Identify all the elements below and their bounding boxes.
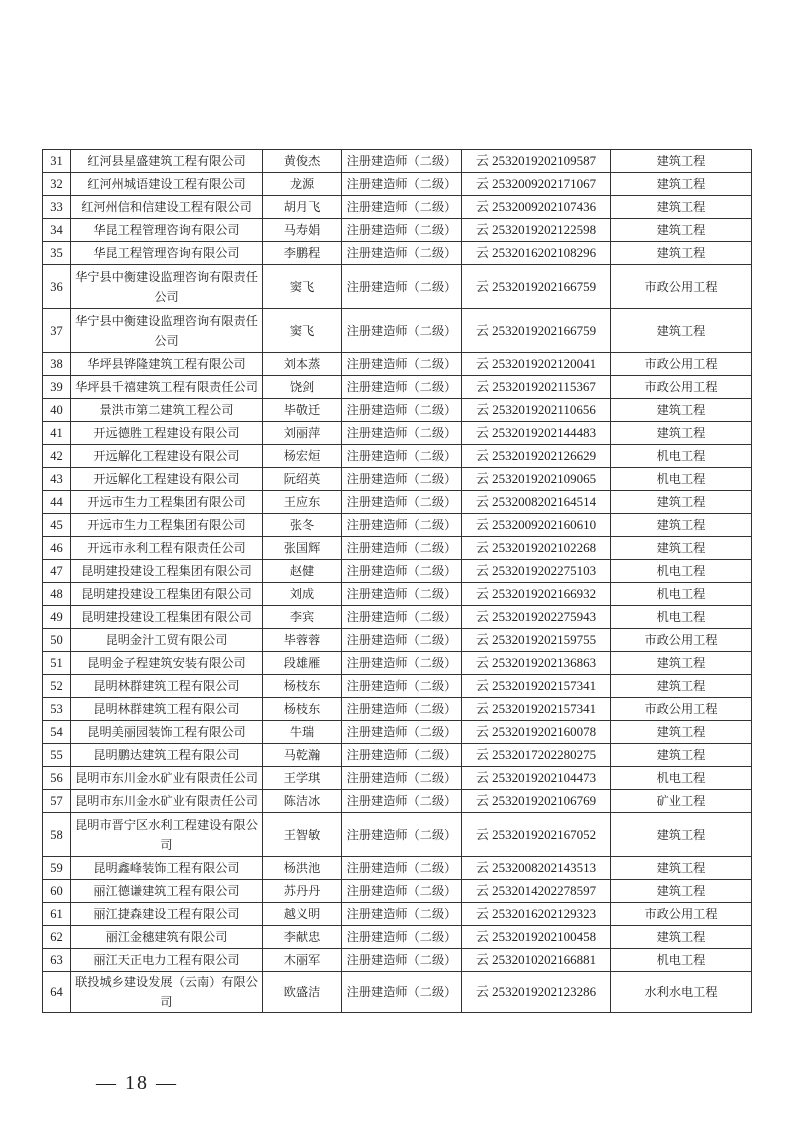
specialty-cell: 机电工程 <box>611 583 752 606</box>
table-row <box>43 399 752 422</box>
row-number-cell: 47 <box>43 560 71 583</box>
person-name-cell: 黄俊杰 <box>263 150 342 173</box>
person-name-cell: 张冬 <box>263 514 342 537</box>
specialty-cell: 建筑工程 <box>611 857 752 880</box>
row-number-cell: 61 <box>43 903 71 926</box>
company-name-cell: 昆明林群建筑工程有限公司 <box>71 675 263 698</box>
person-name-cell: 木丽军 <box>263 949 342 972</box>
specialty-cell: 市政公用工程 <box>611 376 752 399</box>
row-number-cell: 36 <box>43 265 71 309</box>
certificate-number-cell: 云 2532017202280275 <box>462 744 611 767</box>
person-name-cell: 李鹏程 <box>263 242 342 265</box>
person-name-cell: 阮绍英 <box>263 468 342 491</box>
person-name-cell: 赵健 <box>263 560 342 583</box>
company-name-cell: 华坪县千禧建筑工程有限责任公司 <box>71 376 263 399</box>
qualification-title-cell: 注册建造师（二级） <box>342 629 462 652</box>
table-row <box>43 949 752 972</box>
specialty-cell: 机电工程 <box>611 949 752 972</box>
person-name-cell: 刘丽萍 <box>263 422 342 445</box>
company-name-cell: 昆明金汁工贸有限公司 <box>71 629 263 652</box>
row-number-cell: 52 <box>43 675 71 698</box>
specialty-cell: 建筑工程 <box>611 652 752 675</box>
row-number-cell: 57 <box>43 790 71 813</box>
certificate-number-cell: 云 2532019202159755 <box>462 629 611 652</box>
specialty-cell: 机电工程 <box>611 767 752 790</box>
company-name-cell: 昆明建投建设工程集团有限公司 <box>71 583 263 606</box>
qualification-title-cell: 注册建造师（二级） <box>342 767 462 790</box>
certificate-number-cell: 云 2532019202166932 <box>462 583 611 606</box>
company-name-cell: 开远市生力工程集团有限公司 <box>71 514 263 537</box>
specialty-cell: 建筑工程 <box>611 721 752 744</box>
table-row <box>43 652 752 675</box>
company-name-cell: 华昆工程管理咨询有限公司 <box>71 219 263 242</box>
row-number-cell: 33 <box>43 196 71 219</box>
person-name-cell: 毕敬迁 <box>263 399 342 422</box>
table-row <box>43 767 752 790</box>
certificate-number-cell: 云 2532019202123286 <box>462 972 611 1013</box>
row-number-cell: 31 <box>43 150 71 173</box>
certificate-number-cell: 云 2532019202275103 <box>462 560 611 583</box>
row-number-cell: 40 <box>43 399 71 422</box>
table-row <box>43 265 752 309</box>
qualification-title-cell: 注册建造师（二级） <box>342 399 462 422</box>
specialty-cell: 建筑工程 <box>611 537 752 560</box>
qualification-title-cell: 注册建造师（二级） <box>342 857 462 880</box>
certificate-number-cell: 云 2532019202110656 <box>462 399 611 422</box>
row-number-cell: 58 <box>43 813 71 857</box>
certificate-number-cell: 云 2532019202126629 <box>462 445 611 468</box>
company-name-cell: 红河县星盛建筑工程有限公司 <box>71 150 263 173</box>
row-number-cell: 54 <box>43 721 71 744</box>
table-row <box>43 353 752 376</box>
person-name-cell: 刘本蒸 <box>263 353 342 376</box>
company-name-cell: 昆明鑫峰装饰工程有限公司 <box>71 857 263 880</box>
certificate-number-cell: 云 2532014202278597 <box>462 880 611 903</box>
certificate-number-cell: 云 2532019202104473 <box>462 767 611 790</box>
table-row <box>43 903 752 926</box>
specialty-cell: 水利水电工程 <box>611 972 752 1013</box>
table-row <box>43 698 752 721</box>
specialty-cell: 市政公用工程 <box>611 903 752 926</box>
company-name-cell: 丽江捷森建设工程有限公司 <box>71 903 263 926</box>
table-row <box>43 422 752 445</box>
person-name-cell: 杨枝东 <box>263 698 342 721</box>
table-row <box>43 744 752 767</box>
qualification-title-cell: 注册建造师（二级） <box>342 698 462 721</box>
table-row <box>43 514 752 537</box>
certificate-number-cell: 云 2532019202136863 <box>462 652 611 675</box>
table-row <box>43 675 752 698</box>
company-name-cell: 昆明金子程建筑安装有限公司 <box>71 652 263 675</box>
specialty-cell: 建筑工程 <box>611 196 752 219</box>
certificate-number-cell: 云 2532009202160610 <box>462 514 611 537</box>
company-name-cell: 昆明鹏达建筑工程有限公司 <box>71 744 263 767</box>
certificate-number-cell: 云 2532019202100458 <box>462 926 611 949</box>
row-number-cell: 50 <box>43 629 71 652</box>
company-name-cell: 丽江德谦建筑工程有限公司 <box>71 880 263 903</box>
row-number-cell: 64 <box>43 972 71 1013</box>
company-name-cell: 昆明市东川金水矿业有限责任公司 <box>71 790 263 813</box>
company-name-cell: 开远德胜工程建设有限公司 <box>71 422 263 445</box>
page-number: — 18 — <box>96 1072 178 1094</box>
row-number-cell: 62 <box>43 926 71 949</box>
certificate-number-cell: 云 2532019202106769 <box>462 790 611 813</box>
company-name-cell: 昆明林群建筑工程有限公司 <box>71 698 263 721</box>
certificate-number-cell: 云 2532019202160078 <box>462 721 611 744</box>
certificate-number-cell: 云 2532019202120041 <box>462 353 611 376</box>
qualification-title-cell: 注册建造师（二级） <box>342 606 462 629</box>
table-body <box>43 150 752 1013</box>
specialty-cell: 建筑工程 <box>611 744 752 767</box>
person-name-cell: 欧盛洁 <box>263 972 342 1013</box>
table-row <box>43 219 752 242</box>
person-name-cell: 毕蓉蓉 <box>263 629 342 652</box>
qualification-title-cell: 注册建造师（二级） <box>342 652 462 675</box>
company-name-cell: 开远市生力工程集团有限公司 <box>71 491 263 514</box>
person-name-cell: 李献忠 <box>263 926 342 949</box>
specialty-cell: 建筑工程 <box>611 926 752 949</box>
row-number-cell: 35 <box>43 242 71 265</box>
qualification-title-cell: 注册建造师（二级） <box>342 376 462 399</box>
specialty-cell: 矿业工程 <box>611 790 752 813</box>
person-name-cell: 王学琪 <box>263 767 342 790</box>
row-number-cell: 32 <box>43 173 71 196</box>
person-name-cell: 牛瑞 <box>263 721 342 744</box>
specialty-cell: 建筑工程 <box>611 242 752 265</box>
certificate-number-cell: 云 2532008202143513 <box>462 857 611 880</box>
company-name-cell: 华宁县中衡建设监理咨询有限责任公司 <box>71 309 263 353</box>
company-name-cell: 丽江天正电力工程有限公司 <box>71 949 263 972</box>
person-name-cell: 王智敏 <box>263 813 342 857</box>
table-row <box>43 242 752 265</box>
specialty-cell: 建筑工程 <box>611 399 752 422</box>
qualification-title-cell: 注册建造师（二级） <box>342 560 462 583</box>
specialty-cell: 市政公用工程 <box>611 629 752 652</box>
specialty-cell: 市政公用工程 <box>611 265 752 309</box>
table-row <box>43 790 752 813</box>
certificate-number-cell: 云 2532019202109587 <box>462 150 611 173</box>
specialty-cell: 建筑工程 <box>611 675 752 698</box>
row-number-cell: 39 <box>43 376 71 399</box>
row-number-cell: 59 <box>43 857 71 880</box>
person-name-cell: 杨宏烜 <box>263 445 342 468</box>
company-name-cell: 丽江金穗建筑有限公司 <box>71 926 263 949</box>
row-number-cell: 34 <box>43 219 71 242</box>
table-row <box>43 537 752 560</box>
company-name-cell: 开远市永利工程有限责任公司 <box>71 537 263 560</box>
specialty-cell: 建筑工程 <box>611 880 752 903</box>
table-row <box>43 376 752 399</box>
table-row <box>43 926 752 949</box>
certificate-number-cell: 云 2532016202129323 <box>462 903 611 926</box>
certificate-number-cell: 云 2532016202108296 <box>462 242 611 265</box>
row-number-cell: 60 <box>43 880 71 903</box>
qualification-title-cell: 注册建造师（二级） <box>342 514 462 537</box>
qualification-title-cell: 注册建造师（二级） <box>342 196 462 219</box>
qualification-title-cell: 注册建造师（二级） <box>342 242 462 265</box>
table-row <box>43 491 752 514</box>
certificate-number-cell: 云 2532019202115367 <box>462 376 611 399</box>
specialty-cell: 建筑工程 <box>611 813 752 857</box>
certificate-number-cell: 云 2532008202164514 <box>462 491 611 514</box>
certificate-number-cell: 云 2532019202275943 <box>462 606 611 629</box>
table-row <box>43 173 752 196</box>
row-number-cell: 42 <box>43 445 71 468</box>
person-name-cell: 龙源 <box>263 173 342 196</box>
company-name-cell: 昆明市晋宁区水利工程建设有限公司 <box>71 813 263 857</box>
company-name-cell: 联投城乡建设发展（云南）有限公司 <box>71 972 263 1013</box>
company-name-cell: 华昆工程管理咨询有限公司 <box>71 242 263 265</box>
certificate-number-cell: 云 2532019202144483 <box>462 422 611 445</box>
qualification-title-cell: 注册建造师（二级） <box>342 353 462 376</box>
qualification-title-cell: 注册建造师（二级） <box>342 903 462 926</box>
company-name-cell: 昆明建投建设工程集团有限公司 <box>71 606 263 629</box>
qualification-title-cell: 注册建造师（二级） <box>342 813 462 857</box>
qualification-title-cell: 注册建造师（二级） <box>342 173 462 196</box>
company-name-cell: 景洪市第二建筑工程公司 <box>71 399 263 422</box>
row-number-cell: 44 <box>43 491 71 514</box>
row-number-cell: 43 <box>43 468 71 491</box>
certificate-number-cell: 云 2532019202167052 <box>462 813 611 857</box>
table-row <box>43 560 752 583</box>
certificate-number-cell: 云 2532010202166881 <box>462 949 611 972</box>
qualification-title-cell: 注册建造师（二级） <box>342 675 462 698</box>
qualification-title-cell: 注册建造师（二级） <box>342 309 462 353</box>
certificate-number-cell: 云 2532019202166759 <box>462 265 611 309</box>
qualification-title-cell: 注册建造师（二级） <box>342 949 462 972</box>
specialty-cell: 机电工程 <box>611 468 752 491</box>
qualification-title-cell: 注册建造师（二级） <box>342 445 462 468</box>
person-name-cell: 李宾 <box>263 606 342 629</box>
table-row <box>43 445 752 468</box>
table-row <box>43 583 752 606</box>
certificate-number-cell: 云 2532019202157341 <box>462 675 611 698</box>
specialty-cell: 建筑工程 <box>611 219 752 242</box>
specialty-cell: 建筑工程 <box>611 150 752 173</box>
specialty-cell: 建筑工程 <box>611 422 752 445</box>
certificate-number-cell: 云 2532019202157341 <box>462 698 611 721</box>
company-name-cell: 红河州信和信建设工程有限公司 <box>71 196 263 219</box>
table-row <box>43 972 752 1013</box>
table-row <box>43 813 752 857</box>
person-name-cell: 杨洪池 <box>263 857 342 880</box>
table-row <box>43 468 752 491</box>
qualification-title-cell: 注册建造师（二级） <box>342 790 462 813</box>
certificate-number-cell: 云 2532009202107436 <box>462 196 611 219</box>
qualification-title-cell: 注册建造师（二级） <box>342 744 462 767</box>
table-row <box>43 629 752 652</box>
person-name-cell: 饶剑 <box>263 376 342 399</box>
person-name-cell: 段雄雁 <box>263 652 342 675</box>
row-number-cell: 49 <box>43 606 71 629</box>
qualification-title-cell: 注册建造师（二级） <box>342 926 462 949</box>
company-name-cell: 开远解化工程建设有限公司 <box>71 445 263 468</box>
person-name-cell: 窦飞 <box>263 309 342 353</box>
row-number-cell: 55 <box>43 744 71 767</box>
qualification-title-cell: 注册建造师（二级） <box>342 583 462 606</box>
company-name-cell: 红河州城语建设工程有限公司 <box>71 173 263 196</box>
specialty-cell: 机电工程 <box>611 560 752 583</box>
certificate-number-cell: 云 2532019202122598 <box>462 219 611 242</box>
qualification-title-cell: 注册建造师（二级） <box>342 219 462 242</box>
row-number-cell: 37 <box>43 309 71 353</box>
qualification-title-cell: 注册建造师（二级） <box>342 880 462 903</box>
company-name-cell: 华宁县中衡建设监理咨询有限责任公司 <box>71 265 263 309</box>
person-name-cell: 王应东 <box>263 491 342 514</box>
table-row <box>43 880 752 903</box>
company-name-cell: 昆明美丽园装饰工程有限公司 <box>71 721 263 744</box>
row-number-cell: 38 <box>43 353 71 376</box>
specialty-cell: 市政公用工程 <box>611 698 752 721</box>
qualification-title-cell: 注册建造师（二级） <box>342 422 462 445</box>
person-name-cell: 杨枝东 <box>263 675 342 698</box>
certificate-number-cell: 云 2532009202171067 <box>462 173 611 196</box>
table-row <box>43 150 752 173</box>
person-name-cell: 刘成 <box>263 583 342 606</box>
row-number-cell: 48 <box>43 583 71 606</box>
specialty-cell: 建筑工程 <box>611 514 752 537</box>
certificate-number-cell: 云 2532019202102268 <box>462 537 611 560</box>
person-name-cell: 苏丹丹 <box>263 880 342 903</box>
table-row <box>43 857 752 880</box>
company-name-cell: 昆明建投建设工程集团有限公司 <box>71 560 263 583</box>
qualification-title-cell: 注册建造师（二级） <box>342 265 462 309</box>
specialty-cell: 市政公用工程 <box>611 353 752 376</box>
specialty-cell: 建筑工程 <box>611 309 752 353</box>
qualification-title-cell: 注册建造师（二级） <box>342 972 462 1013</box>
row-number-cell: 46 <box>43 537 71 560</box>
person-name-cell: 马寿娟 <box>263 219 342 242</box>
row-number-cell: 63 <box>43 949 71 972</box>
table-row <box>43 721 752 744</box>
registrant-table <box>42 149 752 1013</box>
qualification-title-cell: 注册建造师（二级） <box>342 491 462 514</box>
person-name-cell: 马乾瀚 <box>263 744 342 767</box>
table-row <box>43 309 752 353</box>
certificate-number-cell: 云 2532019202166759 <box>462 309 611 353</box>
row-number-cell: 45 <box>43 514 71 537</box>
person-name-cell: 胡月飞 <box>263 196 342 219</box>
row-number-cell: 53 <box>43 698 71 721</box>
qualification-title-cell: 注册建造师（二级） <box>342 537 462 560</box>
qualification-title-cell: 注册建造师（二级） <box>342 721 462 744</box>
table-row <box>43 606 752 629</box>
specialty-cell: 建筑工程 <box>611 491 752 514</box>
specialty-cell: 建筑工程 <box>611 173 752 196</box>
company-name-cell: 华坪县铧隆建筑工程有限公司 <box>71 353 263 376</box>
person-name-cell: 越义明 <box>263 903 342 926</box>
qualification-title-cell: 注册建造师（二级） <box>342 468 462 491</box>
specialty-cell: 机电工程 <box>611 606 752 629</box>
specialty-cell: 机电工程 <box>611 445 752 468</box>
company-name-cell: 开远解化工程建设有限公司 <box>71 468 263 491</box>
person-name-cell: 陈洁冰 <box>263 790 342 813</box>
row-number-cell: 51 <box>43 652 71 675</box>
row-number-cell: 56 <box>43 767 71 790</box>
table-row <box>43 196 752 219</box>
certificate-number-cell: 云 2532019202109065 <box>462 468 611 491</box>
person-name-cell: 窦飞 <box>263 265 342 309</box>
company-name-cell: 昆明市东川金水矿业有限责任公司 <box>71 767 263 790</box>
row-number-cell: 41 <box>43 422 71 445</box>
qualification-title-cell: 注册建造师（二级） <box>342 150 462 173</box>
person-name-cell: 张国辉 <box>263 537 342 560</box>
